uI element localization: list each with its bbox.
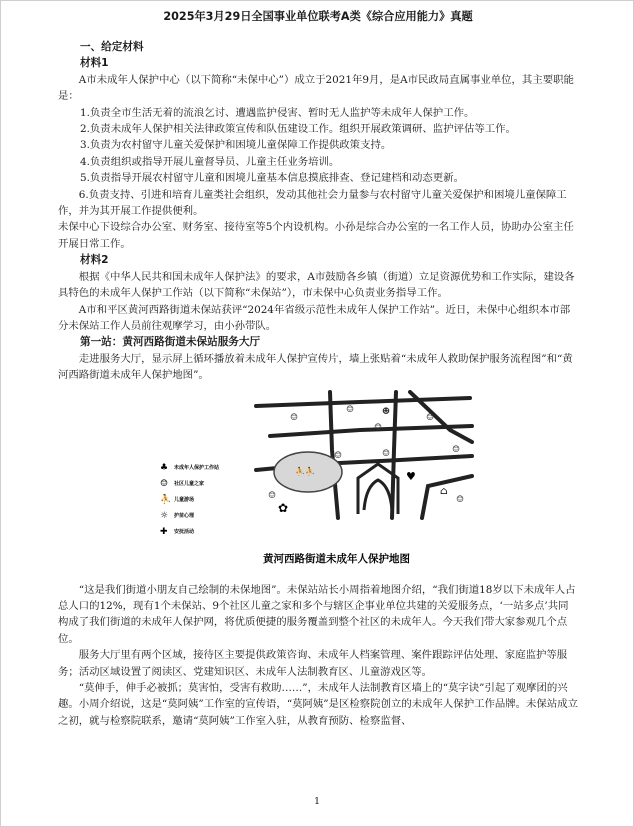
material1-heading: 材料1 [80,57,109,70]
material2-para5: 服务大厅里有两个区域，接待区主要提供政策咨询、未成年人档案管理、案件跟踪评估处理、家庭监护等服务；活动区域设置了阅读区、党建知识区、未成年人法制教育区、儿童游戏区等。 [58,649,568,678]
station-heading: 第一站：黄河西路街道未保站服务大厅 [80,336,261,349]
document-body [58,10,578,729]
material1-item: 4.负责组织或指导开展儿童督导员、儿童主任业务培训。 [80,155,340,168]
document-title: 2025年3月29日全国事业单位联考A类《综合应用能力》真题 [163,10,473,23]
legend-station-icon: ♣ [160,462,169,473]
legend-playground-icon: ⛹ [160,494,172,505]
svg-text:☻: ☻ [382,406,391,417]
svg-text:☺: ☺ [334,450,343,461]
legend-label: 儿童游场 [174,496,195,503]
svg-text:☺: ☺ [346,404,355,415]
svg-text:☺: ☺ [374,422,383,433]
material1-item: 6.负责支持、引进和培育儿童类社会组织，发动其他社会力量参与农村留守儿童关爱保护和困境儿童保障工作，并为其开展工作提供便利。 [58,188,567,218]
material1-closing: 未保中心下设综合办公室、财务室、接待室等5个内设机构。小孙是综合办公室的一名工作人员，协助办公室主任开展日常工作。 [58,221,574,250]
material2-para1: 根据《中华人民共和国未成年人保护法》的要求，A市鼓励各乡镇（街道）立足资源优势和工作实际，建设各具特色的未成年人保护工作站（以下简称“未保站”），市未保中心负责业务指导工作。 [58,270,575,300]
legend-home-icon: ☺ [160,478,169,489]
heart-icon: ♥ [406,469,416,483]
svg-text:☺: ☺ [382,448,391,459]
map-caption: 黄河西路街道未成年人保护地图 [263,552,410,565]
material2-heading: 材料2 [80,254,109,267]
legend-label: 社区儿童之家 [174,480,205,487]
legend-psychology-icon: ☼ [160,510,169,521]
legend-label: 未成年人保护工作站 [174,464,220,471]
protection-map-figure [58,390,578,580]
material1-item: 2.负责未成年人保护相关法律政策宣传和队伍建设工作。组织开展政策调研、监护评估等工作。 [80,123,516,136]
svg-text:☺: ☺ [456,494,465,505]
house-icon: ⌂ [440,485,448,497]
lake-figure-icon: ⛹⛹ [295,466,315,476]
svg-text:☺: ☺ [268,490,277,501]
page-number: 1 [313,796,321,807]
section-heading: 一、给定材料 [80,41,144,53]
legend-activity-icon: ✚ [160,526,168,537]
svg-text:☺: ☺ [452,444,461,455]
legend-label: 护苗心理 [174,512,195,519]
svg-text:☺: ☺ [290,412,299,423]
protection-map-drawing [160,390,475,580]
material1-item: 3.负责为农村留守儿童关爱保护和困境儿童保障工作提供政策支持。 [80,139,392,152]
material2-para4: “这是我们街道小朋友自己绘制的未保地图”。未保站站长小周指着地图介绍，“我们街道18岁以下未成年人占总人口的12%，现有1个未保站、9个社区儿童之家和多个与辖区企事业单位共建的关爱服务点，‘一站多点’共同构成了我们街道的未成年人保护网，将优质便捷的服务覆盖到整个社区的未成年人。今天我们带大家参观几个点位。 [58,583,576,645]
material1-intro: A市未成年人保护中心（以下简称“未保中心”）成立于2021年9月，是A市民政局直属事业单位，其主要职能是： [58,73,574,103]
material1-item: 5.负责指导开展农村留守儿童和困境儿童基本信息摸底排查、登记建档和动态更新。 [80,172,464,185]
material1-item: 1.负责全市生活无着的流浪乞讨、遭遇监护侵害、暂时无人监护等未成年人保护工作。 [80,106,475,119]
legend-label: 安抚活动 [174,528,195,535]
svg-text:☺: ☺ [426,412,435,423]
material2-para3: 走进服务大厅，显示屏上循环播放着未成年人保护宣传片，墙上张贴着“未成年人救助保护服务流程图”和“黄河西路街道未成年人保护地图”。 [58,352,573,382]
material2-para6: “莫伸手，伸手必被抓；莫害怕，受害有救助……”，未成年人法制教育区墙上的“莫字诀”引起了观摩团的兴趣。小周介绍说，这是“莫阿姨”工作室的宣传语，“莫阿姨”是区检察院创立的未成年人保护工作品牌。未保站成立之初，就与检察院联系，邀请“莫阿姨”工作室入驻，从教育预防、检察监督、 [58,681,578,727]
material2-para2: A市和平区黄河西路街道未保站获评“2024年省级示范性未成年人保护工作站”。近日，未保中心组织本市部分未保站工作人员前往观摩学习，由小孙带队。 [58,303,571,332]
plant-icon: ✿ [278,500,289,515]
